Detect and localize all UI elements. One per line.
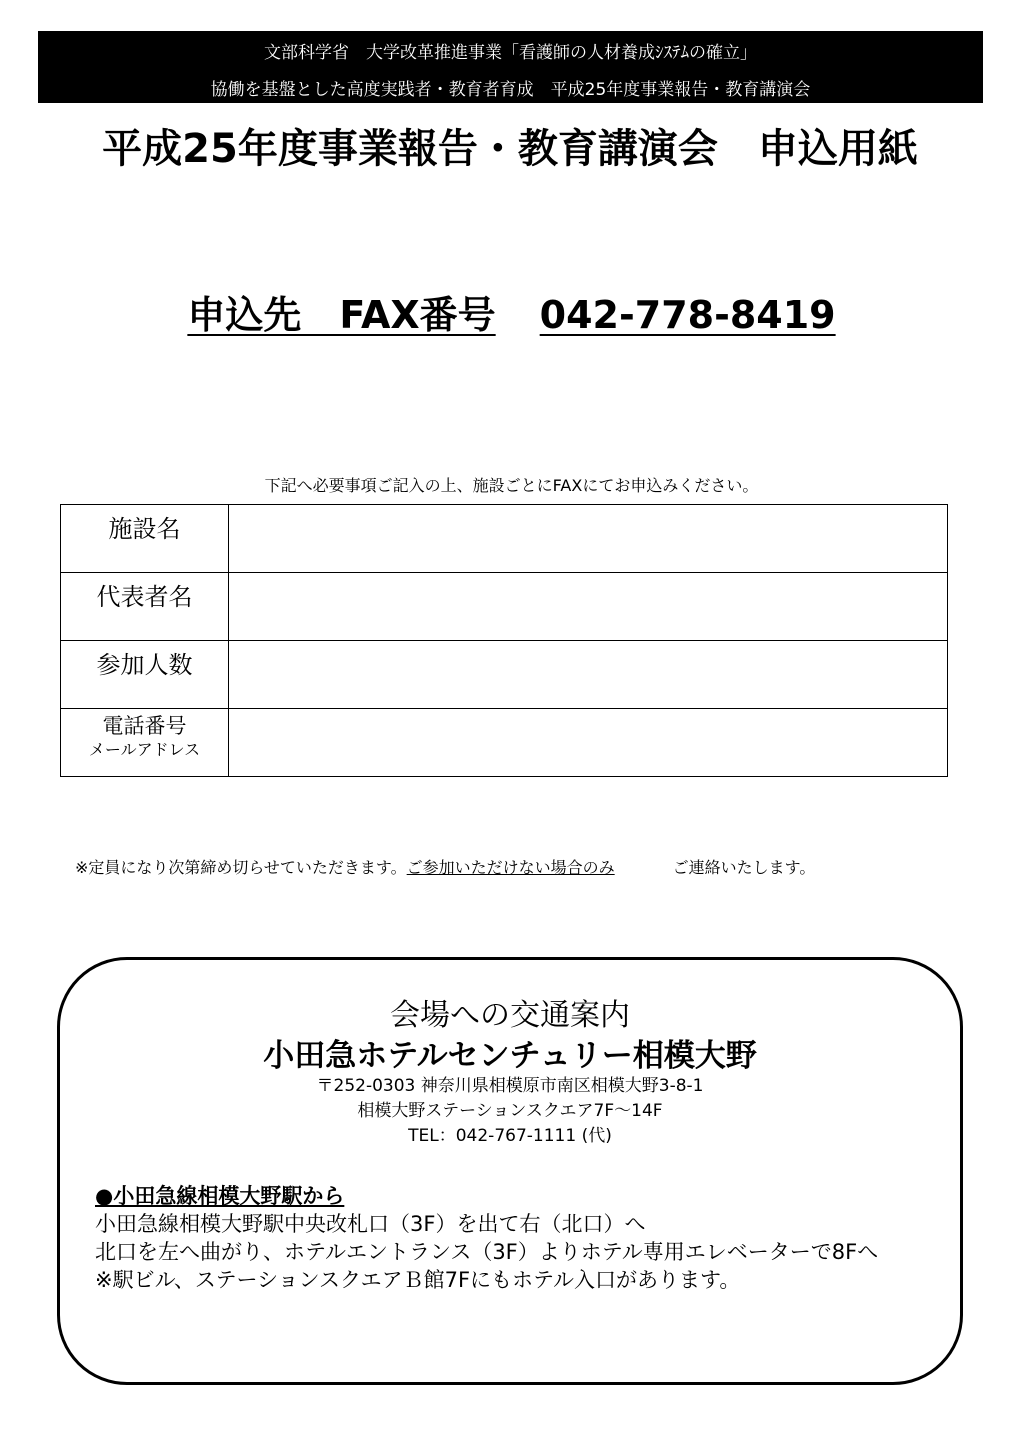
venue-tel: TEL：042-767-1111 (代) [408, 1126, 612, 1146]
route-line-3: ※駅ビル、ステーションスクエアＢ館7Fにもホテル入口があります。 [95, 1268, 741, 1292]
form-row-contact [61, 709, 948, 777]
form-row-representative [61, 573, 948, 641]
fax-info [0, 284, 1023, 339]
participant-count-label: 参加人数 [61, 641, 229, 709]
header-line-1: 文部科学省 大学改革推進事業「看護師の人材養成ｼｽﾃﾑの確立」 [264, 43, 757, 63]
contact-label [61, 709, 229, 777]
notice-text-1: ※定員になり次第締め切らせていただきます。 [75, 858, 407, 877]
facility-name-field[interactable] [229, 505, 948, 573]
contact-field[interactable] [229, 709, 948, 777]
form-instruction: 下記へ必要事項ご記入の上、施設ごとにFAXにてお申込みください。 [264, 476, 759, 495]
facility-name-label: 施設名 [61, 505, 229, 573]
header-line-2: 協働を基盤とした高度実践者・教育者育成 平成25年度事業報告・教育講演会 [210, 80, 811, 100]
access-heading: 会場への交通案内 [390, 998, 630, 1033]
route-line-2: 北口を左へ曲がり、ホテルエントランス（3F）よりホテル専用エレベーターで8Fへ [95, 1240, 879, 1264]
venue-address [60, 1074, 960, 1149]
route-directions [95, 1182, 925, 1294]
route-title: ●小田急線相模大野駅から [95, 1184, 345, 1208]
phone-label: 電話番号 [102, 714, 187, 738]
application-form [60, 504, 948, 777]
email-label: メールアドレス [88, 740, 201, 759]
fax-number: 042-778-8419 [539, 293, 836, 337]
fax-label: 申込先 FAX番号 [187, 293, 496, 337]
venue-name: 小田急ホテルセンチュリー相模大野 [263, 1038, 757, 1074]
capacity-notice [75, 855, 815, 878]
notice-text-2: ご連絡いたします。 [672, 858, 816, 877]
notice-underlined-text: ご参加いただけない場合のみ [406, 858, 615, 877]
form-row-participants [61, 641, 948, 709]
access-info-box [57, 957, 963, 1385]
form-row-facility [61, 505, 948, 573]
route-line-1: 小田急線相模大野駅中央改札口（3F）を出て右（北口）へ [95, 1212, 646, 1236]
representative-name-field[interactable] [229, 573, 948, 641]
representative-name-label: 代表者名 [61, 573, 229, 641]
page-title: 平成25年度事業報告・教育講演会 申込用紙 [102, 126, 918, 172]
header-banner [38, 31, 983, 103]
participant-count-field[interactable] [229, 641, 948, 709]
address-line-2: 相模大野ステーションスクエア7F～14F [357, 1101, 663, 1121]
address-line-1: 〒252-0303 神奈川県相模原市南区相模大野3-8-1 [316, 1076, 704, 1096]
